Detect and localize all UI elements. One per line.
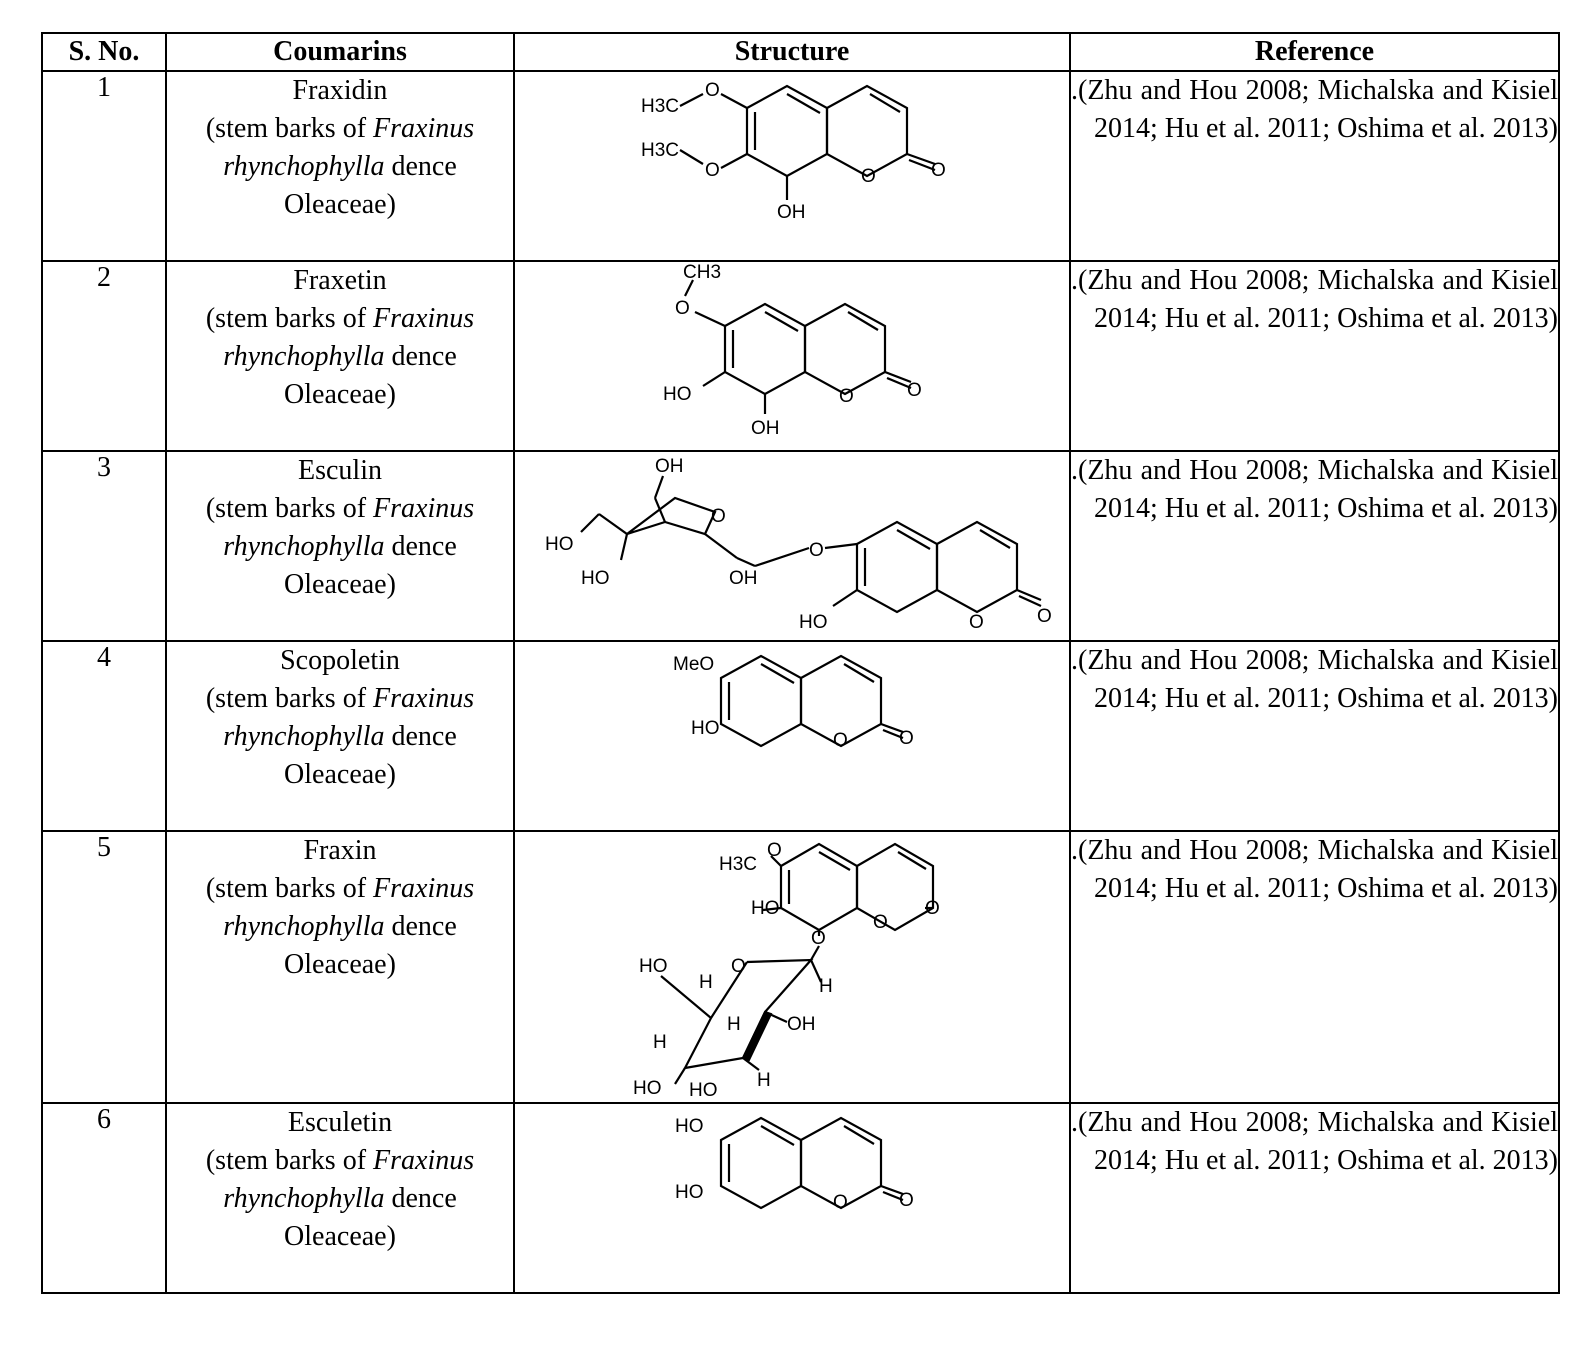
coumarin-source: (stem barks of Fraxinus rhynchophylla dence Oleaceae): [205, 683, 475, 790]
svg-text:OH: OH: [787, 1014, 816, 1035]
species-name: Fraxinus rhynchophylla: [223, 873, 475, 942]
coumarin-name: Fraxetin: [293, 265, 387, 296]
species-name: Fraxinus rhynchophylla: [223, 113, 475, 182]
svg-text:O: O: [899, 1190, 914, 1211]
svg-text:HO: HO: [689, 1080, 718, 1100]
reference-text: .(Zhu and Hou 2008; Michalska and Kisiel 2014; Hu et al. 2011; Oshima et al. 2013): [1071, 835, 1558, 904]
svg-text:OH: OH: [751, 418, 780, 439]
structure-cell: [514, 261, 1070, 451]
reference-cell: [1070, 641, 1559, 831]
serial-number: 5: [42, 831, 166, 1103]
svg-text:H3C: H3C: [719, 854, 758, 875]
svg-text:HO: HO: [799, 612, 828, 633]
svg-text:OH: OH: [729, 568, 758, 589]
svg-text:O: O: [861, 166, 876, 187]
serial-number: 1: [42, 71, 166, 261]
svg-text:HO: HO: [691, 718, 720, 739]
serial-number: 6: [42, 1103, 166, 1293]
reference-text: .(Zhu and Hou 2008; Michalska and Kisiel 2014; Hu et al. 2011; Oshima et al. 2013): [1071, 645, 1558, 714]
coumarin-name: Fraxidin: [292, 75, 388, 106]
coumarin-name: Scopoletin: [280, 645, 400, 676]
svg-text:H: H: [653, 1032, 667, 1053]
esculetin-structure: [515, 1104, 1067, 1290]
svg-text:O: O: [873, 912, 888, 933]
scopoletin-structure: [515, 642, 1067, 828]
svg-text:H3C: H3C: [641, 96, 680, 117]
header-structure: Structure: [514, 33, 1070, 71]
svg-text:H: H: [819, 976, 833, 997]
species-name: Fraxinus rhynchophylla: [223, 683, 475, 752]
fraxetin-structure: [515, 262, 1067, 448]
svg-text:O: O: [711, 506, 726, 527]
coumarin-source: (stem barks of Fraxinus rhynchophylla dence Oleaceae): [205, 113, 475, 220]
species-name: Fraxinus rhynchophylla: [223, 493, 475, 562]
coumarin-source: (stem barks of Fraxinus rhynchophylla dence Oleaceae): [205, 303, 475, 410]
table-row: [42, 261, 1559, 451]
svg-text:O: O: [675, 298, 690, 319]
svg-text:HO: HO: [581, 568, 610, 589]
coumarin-cell: [166, 261, 514, 451]
svg-text:HO: HO: [639, 956, 668, 977]
svg-text:HO: HO: [675, 1182, 704, 1203]
svg-text:H: H: [699, 972, 713, 993]
svg-text:HO: HO: [545, 534, 574, 555]
svg-text:O: O: [811, 928, 826, 949]
reference-text: .(Zhu and Hou 2008; Michalska and Kisiel 2014; Hu et al. 2011; Oshima et al. 2013): [1071, 1107, 1558, 1176]
svg-text:HO: HO: [663, 384, 692, 405]
serial-number: 2: [42, 261, 166, 451]
svg-text:CH3: CH3: [683, 262, 722, 283]
coumarin-cell: [166, 1103, 514, 1293]
reference-text: .(Zhu and Hou 2008; Michalska and Kisiel 2014; Hu et al. 2011; Oshima et al. 2013): [1071, 265, 1558, 334]
structure-cell: [514, 71, 1070, 261]
svg-text:HO: HO: [633, 1078, 662, 1099]
svg-text:O: O: [705, 160, 720, 181]
structure-cell: [514, 451, 1070, 641]
structure-cell: [514, 1103, 1070, 1293]
reference-text: .(Zhu and Hou 2008; Michalska and Kisiel 2014; Hu et al. 2011; Oshima et al. 2013): [1071, 75, 1558, 144]
table-row: [42, 451, 1559, 641]
fraxin-structure: [515, 832, 1067, 1100]
reference-cell: [1070, 71, 1559, 261]
svg-text:O: O: [833, 730, 848, 751]
structure-cell: [514, 641, 1070, 831]
svg-text:H: H: [757, 1070, 771, 1091]
svg-text:O: O: [907, 380, 922, 401]
species-name: Fraxinus rhynchophylla: [223, 1145, 475, 1214]
coumarin-name: Esculetin: [287, 1107, 393, 1138]
header-coumarins: Coumarins: [166, 33, 514, 71]
coumarin-source: (stem barks of Fraxinus rhynchophylla dence Oleaceae): [205, 1145, 475, 1252]
svg-text:H: H: [727, 1014, 741, 1035]
coumarin-name: Esculin: [298, 455, 382, 486]
coumarin-source: (stem barks of Fraxinus rhynchophylla dence Oleaceae): [205, 493, 475, 600]
coumarin-name: Fraxin: [303, 835, 377, 866]
species-name: Fraxinus rhynchophylla: [223, 303, 475, 372]
coumarin-cell: [166, 71, 514, 261]
coumarin-cell: [166, 451, 514, 641]
svg-text:HO: HO: [751, 898, 780, 919]
reference-cell: [1070, 261, 1559, 451]
serial-number: 3: [42, 451, 166, 641]
fraxidin-structure: [515, 72, 1067, 258]
svg-text:HO: HO: [675, 1116, 704, 1137]
header-sno: S. No.: [42, 33, 166, 71]
reference-text: .(Zhu and Hou 2008; Michalska and Kisiel 2014; Hu et al. 2011; Oshima et al. 2013): [1071, 455, 1558, 524]
svg-text:O: O: [931, 160, 946, 181]
svg-text:O: O: [809, 540, 824, 561]
table-row: [42, 71, 1559, 261]
table-row: [42, 831, 1559, 1103]
header-reference: Reference: [1070, 33, 1559, 71]
reference-cell: [1070, 1103, 1559, 1293]
reference-cell: [1070, 831, 1559, 1103]
svg-text:O: O: [705, 80, 720, 101]
serial-number: 4: [42, 641, 166, 831]
coumarin-cell: [166, 641, 514, 831]
svg-text:O: O: [833, 1192, 848, 1213]
svg-text:H3C: H3C: [641, 140, 680, 161]
coumarin-source: (stem barks of Fraxinus rhynchophylla dence Oleaceae): [205, 873, 475, 980]
header-row: [42, 33, 1559, 71]
esculin-structure: [515, 452, 1067, 638]
svg-text:O: O: [925, 898, 940, 919]
svg-text:OH: OH: [777, 202, 806, 223]
coumarin-cell: [166, 831, 514, 1103]
structure-cell: [514, 831, 1070, 1103]
svg-text:OH: OH: [655, 456, 684, 477]
table-row: [42, 641, 1559, 831]
svg-text:O: O: [731, 956, 746, 977]
svg-text:O: O: [839, 386, 854, 407]
svg-text:MeO: MeO: [673, 654, 715, 675]
coumarins-table: [41, 32, 1560, 1294]
svg-text:O: O: [899, 728, 914, 749]
reference-cell: [1070, 451, 1559, 641]
table-row: [42, 1103, 1559, 1293]
svg-text:O: O: [969, 612, 984, 633]
svg-text:O: O: [1037, 606, 1052, 627]
svg-text:O: O: [767, 840, 782, 861]
